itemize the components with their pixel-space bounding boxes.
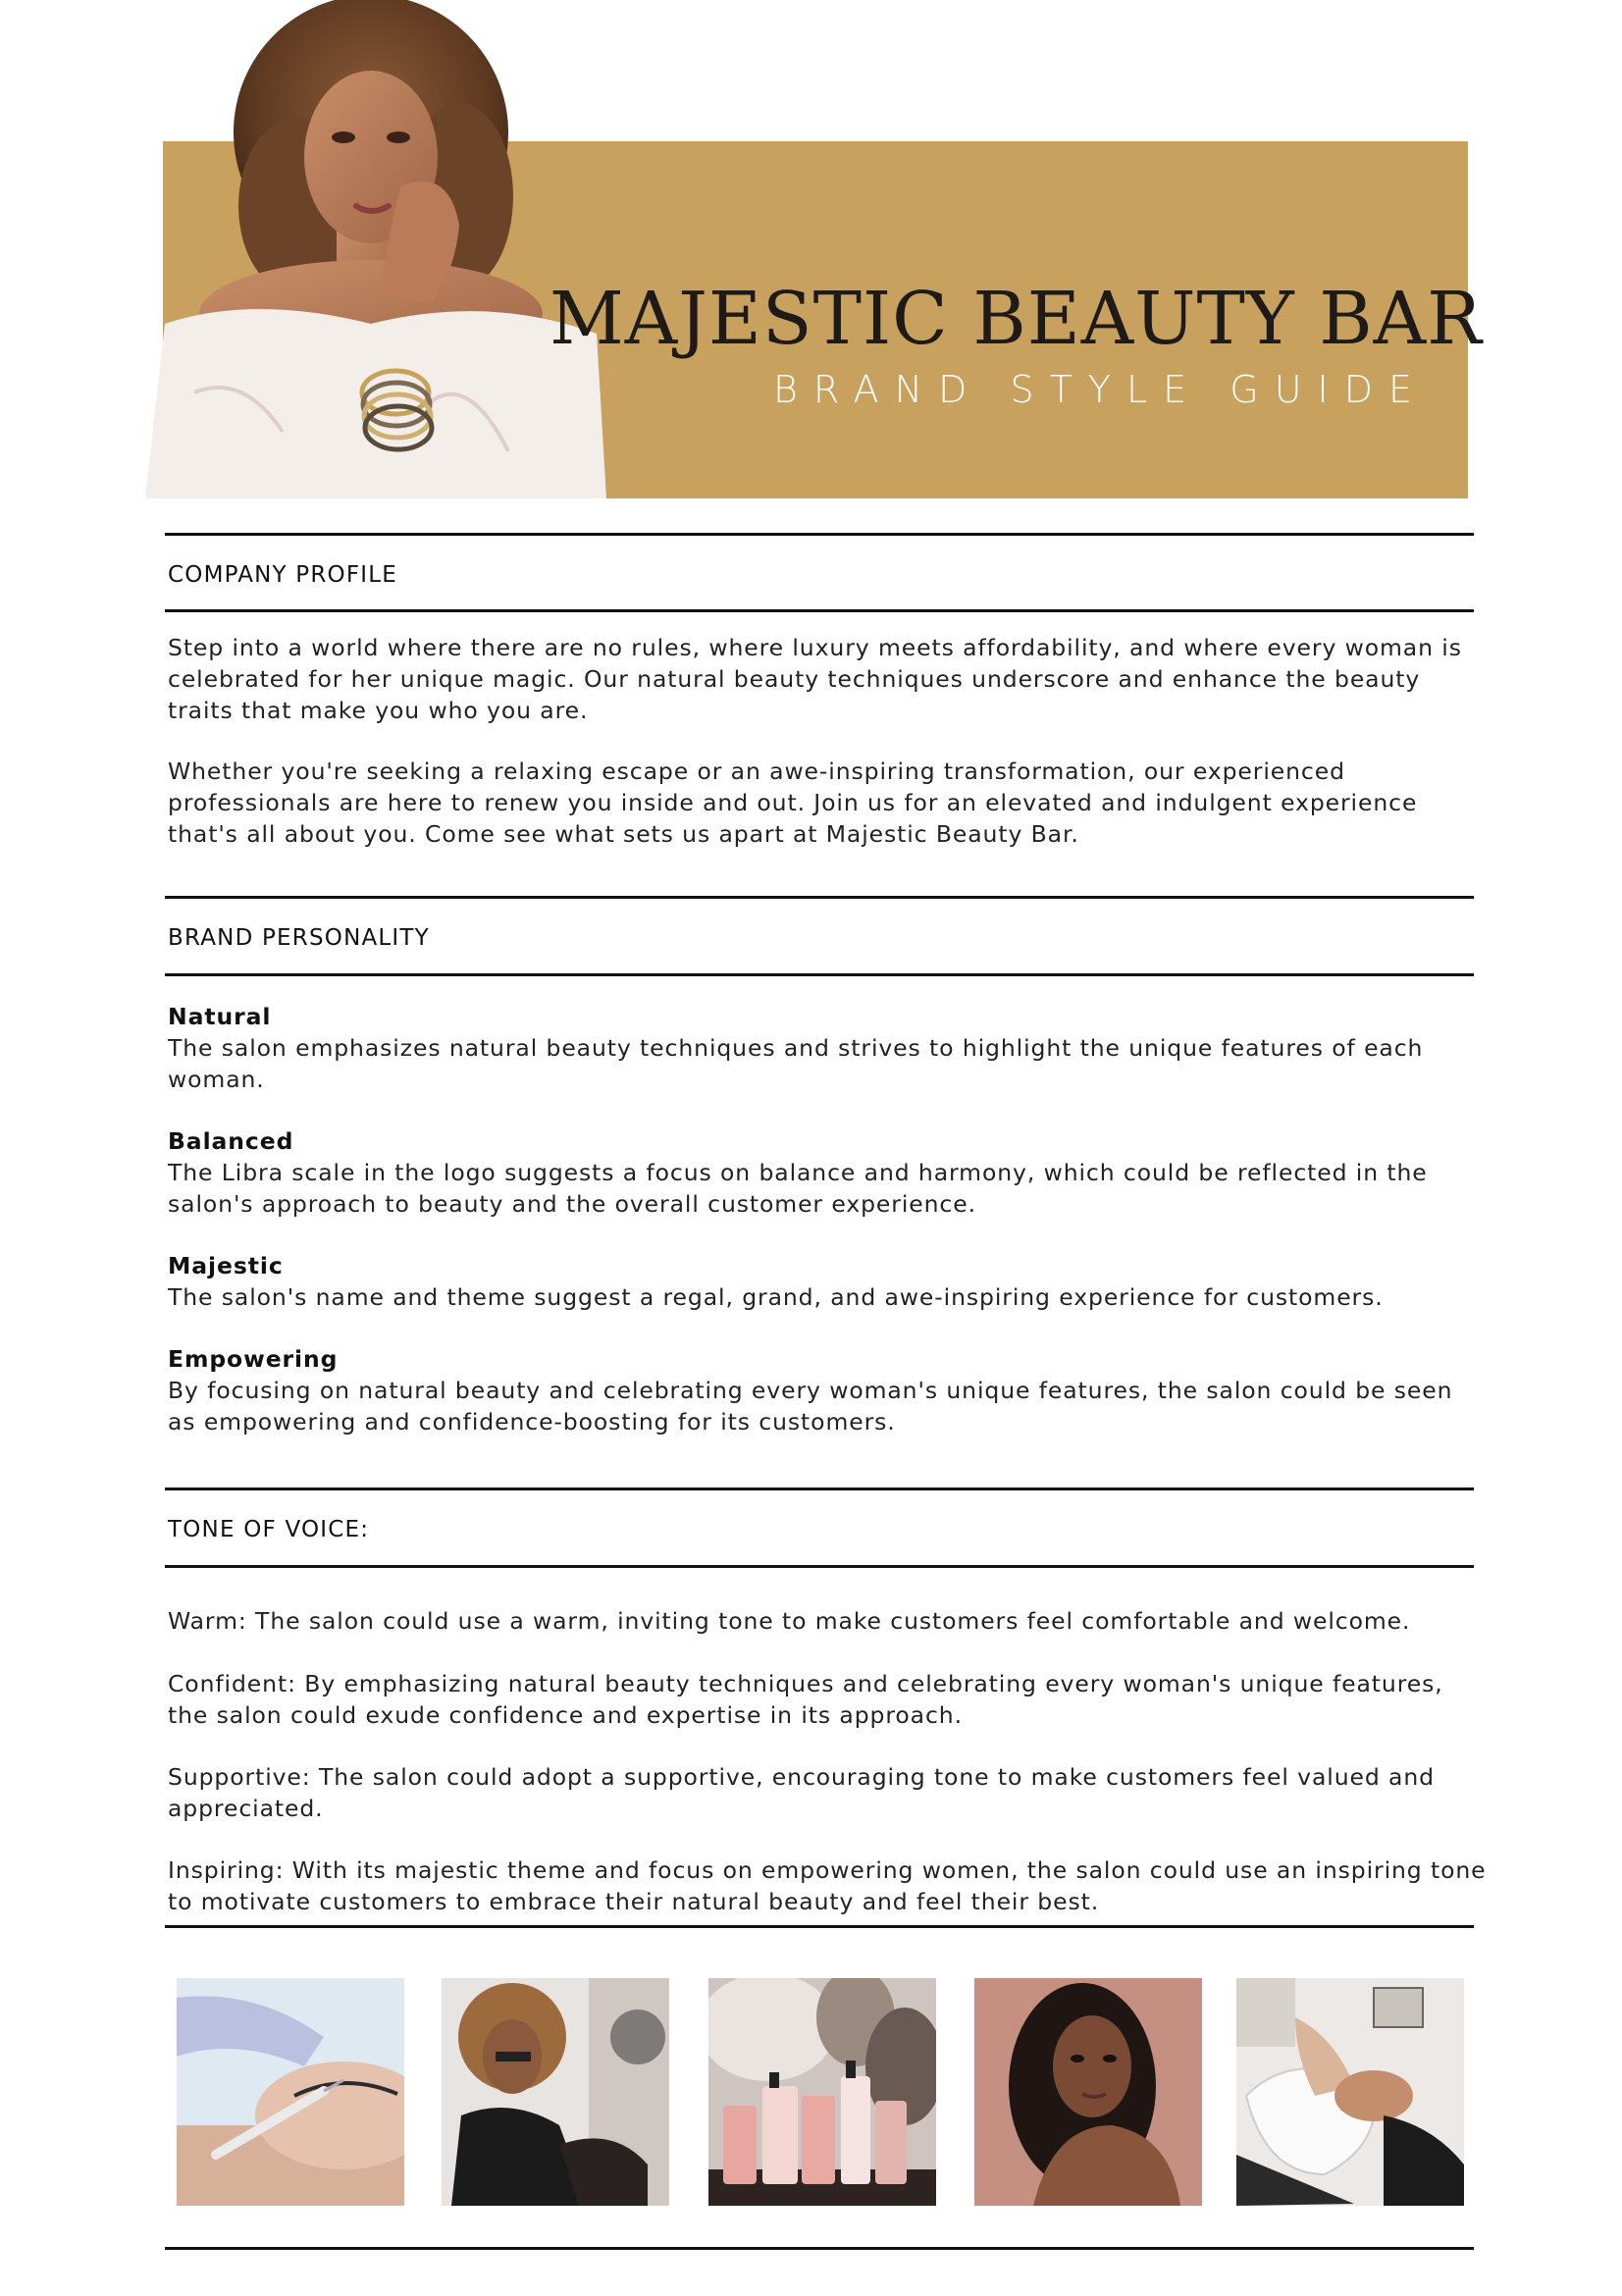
trait-natural [168, 1001, 1488, 1095]
section-divider [165, 1565, 1474, 1568]
trait-name: Balanced [168, 1127, 294, 1155]
photo-eyelash-extension [177, 1978, 404, 2206]
section-divider [165, 533, 1474, 536]
brand-personality-heading: BRAND PERSONALITY [168, 925, 430, 951]
tone-item-confident: Confident: By emphasizing natural beauty techniques and celebrating every woman's unique features, the salon could exude confidence and expertise in its approach. [168, 1670, 1443, 1729]
tone-item-inspiring: Inspiring: With its majestic theme and focus on empowering women, the salon could use an inspiring tone to motivate customers to embrace their natural beauty and feel their best. [168, 1856, 1487, 1915]
trait-description: The Libra scale in the logo suggests a focus on balance and harmony, which could be reflected in the salon's approach to beauty and the overall customer experience. [168, 1159, 1428, 1218]
trait-name: Natural [168, 1003, 272, 1030]
section-divider [165, 896, 1474, 899]
brand-subtitle: BRAND STYLE GUIDE [772, 368, 1428, 411]
trait-description: By focusing on natural beauty and celebrating every woman's unique features, the salon could be seen as empowering and confidence-boosting for its customers. [168, 1377, 1453, 1435]
section-divider [165, 1487, 1474, 1490]
photo-stylist-at-work [442, 1978, 669, 2206]
photo-salon-products [708, 1978, 936, 2206]
tone-item-warm: Warm: The salon could use a warm, inviting tone to make customers feel comfortable and welcome. [168, 1607, 1411, 1635]
section-divider [165, 609, 1474, 612]
section-divider [165, 973, 1474, 976]
trait-empowering [168, 1343, 1488, 1437]
hero-portrait-image [135, 0, 606, 498]
tone-of-voice-heading: TONE OF VOICE: [168, 1517, 370, 1542]
section-divider [165, 1925, 1474, 1928]
trait-name: Empowering [168, 1345, 339, 1373]
company-profile-paragraph: Step into a world where there are no rules, where luxury meets affordability, and where every woman is celebrated for her unique magic. Our natural beauty techniques underscore and enhance the beauty traits that make you who you are. [168, 634, 1462, 724]
company-profile-paragraph: Whether you're seeking a relaxing escape or an awe-inspiring transformation, our experienced professionals are here to renew you inside and out. Join us for an elevated and indulgent experience that's all about you. Come see what sets us apart at Majestic Beauty Bar. [168, 757, 1418, 848]
trait-name: Majestic [168, 1252, 284, 1279]
trait-balanced [168, 1125, 1488, 1220]
trait-description: The salon's name and theme suggest a regal, grand, and awe-inspiring experience for customers. [168, 1283, 1384, 1311]
brand-title: MAJESTIC BEAUTY BAR [549, 277, 1483, 361]
tone-item-supportive: Supportive: The salon could adopt a supportive, encouraging tone to make customers feel valued and appreciated. [168, 1763, 1435, 1822]
company-profile-heading: COMPANY PROFILE [168, 562, 398, 588]
trait-description: The salon emphasizes natural beauty techniques and strives to highlight the unique features of each woman. [168, 1034, 1424, 1093]
photo-woman-portrait [974, 1978, 1202, 2206]
photo-hair-wash [1236, 1978, 1464, 2206]
trait-majestic [168, 1250, 1488, 1313]
section-divider [165, 2247, 1474, 2250]
